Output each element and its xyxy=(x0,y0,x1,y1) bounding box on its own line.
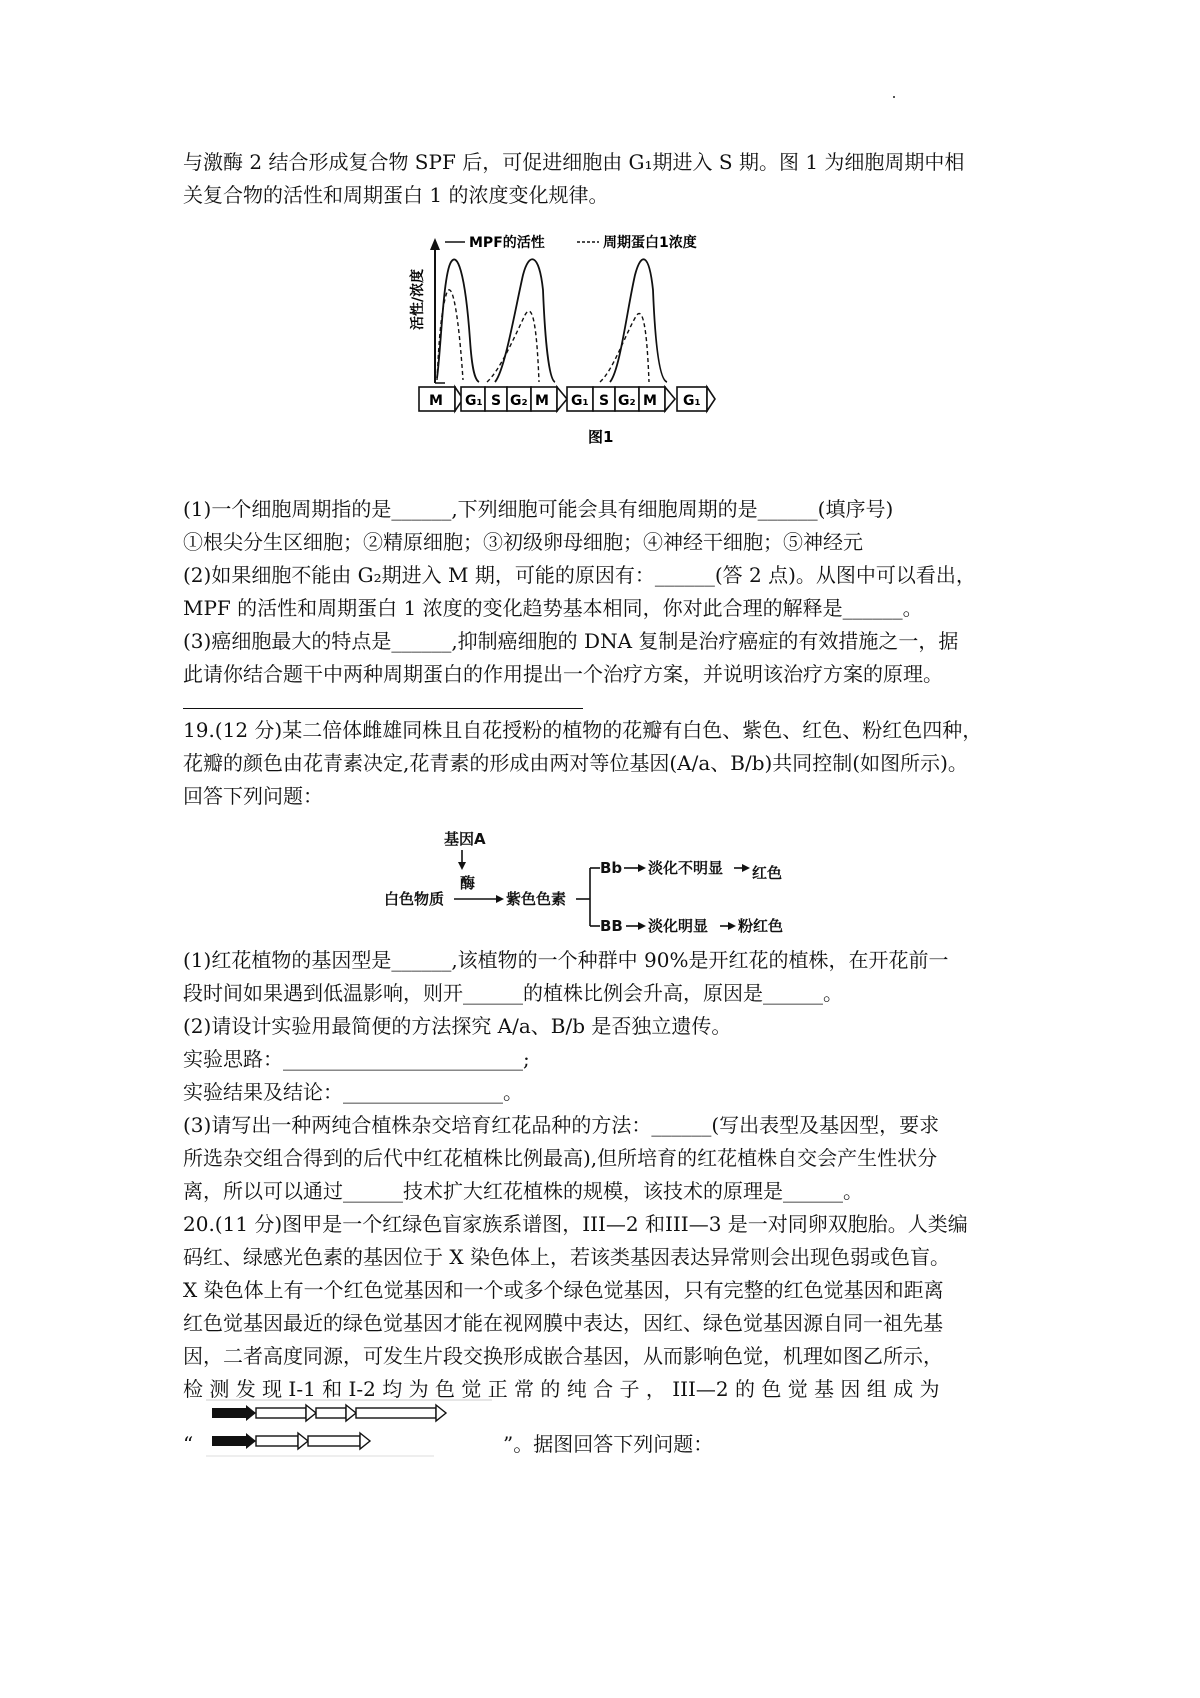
phase-label: M xyxy=(643,393,657,409)
phase-label: S xyxy=(599,393,610,409)
phase-label: M xyxy=(429,393,443,409)
q20-line5: 因，二者高度同源，可发生片段交换形成嵌合基因，从而影响色觉，机理如图乙所示， xyxy=(183,1344,943,1368)
legend-solid-label: MPF的活性 xyxy=(469,235,545,251)
phase-arrows xyxy=(419,387,715,411)
q19-part3-line3: 离，所以可以通过______技术扩大红花植株的规模，该技术的原理是______。 xyxy=(183,1179,863,1203)
enzyme-label: 酶 xyxy=(460,874,476,892)
y-axis-label: 活性/浓度 xyxy=(410,268,426,330)
phase-label: M xyxy=(535,393,549,409)
intro-line-2: 关复合物的活性和周期蛋白 1 的浓度变化规律。 xyxy=(183,183,609,207)
q19-stem-line1: 19.(12 分)某二倍体雌雄同株且自花授粉的植物的花瓣有白色、紫色、红色、粉红色四种， xyxy=(183,718,983,742)
q20-line3: X 染色体上有一个红色觉基因和一个或多个绿色觉基因，只有完整的红色觉基因和距离 xyxy=(183,1278,944,1302)
legend-dashed-label: 周期蛋白1浓度 xyxy=(603,235,697,251)
q19-stem-line2: 花瓣的颜色由花青素决定,花青素的形成由两对等位基因(A/a、B/b)共同控制(如图所示)。 xyxy=(183,751,968,775)
q20-line1: 20.(11 分)图甲是一个红绿色盲家族系谱图，III—2 和III—3 是一对同卵双胞胎。人类编 xyxy=(183,1212,968,1236)
q20-line7-tail: ”。据图回答下列问题： xyxy=(503,1432,714,1456)
fade-weak-label: 淡化不明显 xyxy=(648,859,724,877)
fade-strong-label: 淡化明显 xyxy=(648,917,709,935)
answer-blank-line xyxy=(183,708,583,709)
intro-line-1: 与激酶 2 结合形成复合物 SPF 后，可促进细胞由 G₁期进入 S 期。图 1 为细胞周期中相 xyxy=(183,150,965,174)
mpf-curve-1 xyxy=(437,259,479,382)
red-label: 红色 xyxy=(752,864,783,882)
phase-label: G₁ xyxy=(683,393,701,409)
figure-1 xyxy=(405,230,805,480)
figure-1-caption: 图1 xyxy=(588,428,614,446)
stray-dot xyxy=(893,96,895,98)
genotype-bb-het: Bb xyxy=(600,859,623,877)
q19-part1-line1: (1)红花植物的基因型是______,该植物的一个种群中 90%是开红花的植株，在开花前一 xyxy=(183,948,949,972)
q20-line6: 检 测 发 现 I-1 和 I-2 均 为 色 觉 正 常 的 纯 合 子 ， III—2 的 色 觉 基 因 组 成 为 xyxy=(183,1377,940,1401)
red-gene-icon xyxy=(212,1408,246,1418)
q18-part2-line2: MPF 的活性和周期蛋白 1 浓度的变化趋势基本相同，你对此合理的解释是______。 xyxy=(183,596,923,620)
phase-label: S xyxy=(491,393,502,409)
white-substance-label: 白色物质 xyxy=(384,890,445,908)
gene-a-label: 基因A xyxy=(444,830,486,848)
chimeric-gene-icon xyxy=(316,1408,346,1418)
green-gene-icon xyxy=(256,1436,298,1446)
green-gene-icon xyxy=(256,1408,306,1418)
q19-part1-line2: 段时间如果遇到低温影响，则开______的植株比例会升高，原因是______。 xyxy=(183,981,843,1005)
q19-part2-result: 实验结果及结论：________________。 xyxy=(183,1080,523,1104)
green-gene-icon xyxy=(308,1436,360,1446)
gene-composition-figure xyxy=(204,1398,494,1458)
q18-part1: (1)一个细胞周期指的是______,下列细胞可能会具有细胞周期的是______(填序号) xyxy=(183,497,894,521)
q20-line2: 码红、绿感光色素的基因位于 X 染色体上，若该类基因表达异常则会出现色弱或色盲。 xyxy=(183,1245,950,1269)
purple-pigment-label: 紫色色素 xyxy=(506,890,567,908)
green-gene-icon xyxy=(356,1408,436,1418)
q20-line7-open-quote: “ xyxy=(183,1432,194,1456)
q19-part2: (2)请设计实验用最简便的方法探究 A/a、B/b 是否独立遗传。 xyxy=(183,1014,732,1038)
y-axis-arrow xyxy=(430,238,440,250)
pink-label: 粉红色 xyxy=(738,917,784,935)
cyclin-curve-3 xyxy=(600,314,649,382)
q19-part3-line2: 所选杂交组合得到的后代中红花植株比例最高),但所培育的红花植株自交会产生性状分 xyxy=(183,1146,938,1170)
phase-label: G₂ xyxy=(510,393,528,409)
q18-part1-options: ①根尖分生区细胞；②精原细胞；③初级卵母细胞；④神经干细胞；⑤神经元 xyxy=(183,530,863,554)
q18-part2-line1: (2)如果细胞不能由 G₂期进入 M 期，可能的原因有：______(答 2 点)。从图中可以看出， xyxy=(183,563,976,587)
mpf-curve-2 xyxy=(495,259,555,382)
phase-label: G₂ xyxy=(618,393,636,409)
phase-label: G₁ xyxy=(571,393,589,409)
phase-label: G₁ xyxy=(465,393,483,409)
q20-line4: 红色觉基因最近的绿色觉基因才能在视网膜中表达，因红、绿色觉基因源自同一祖先基 xyxy=(183,1311,943,1335)
q18-part3-line1: (3)癌细胞最大的特点是______,抑制癌细胞的 DNA 复制是治疗癌症的有效措施之一，据 xyxy=(183,629,959,653)
red-gene-icon xyxy=(212,1436,246,1446)
pigment-pathway-diagram xyxy=(378,822,838,937)
q19-part2-idea: 实验思路：________________________; xyxy=(183,1047,530,1071)
q19-stem-line3: 回答下列问题： xyxy=(183,784,323,808)
genotype-bb-hom: BB xyxy=(600,917,623,935)
mpf-curve-3 xyxy=(610,259,667,382)
q18-part3-line2: 此请你结合题干中两种周期蛋白的作用提出一个治疗方案，并说明该治疗方案的原理。 xyxy=(183,662,943,686)
q19-part3-line1: (3)请写出一种两纯合植株杂交培育红花品种的方法：______(写出表型及基因型，要求 xyxy=(183,1113,940,1137)
